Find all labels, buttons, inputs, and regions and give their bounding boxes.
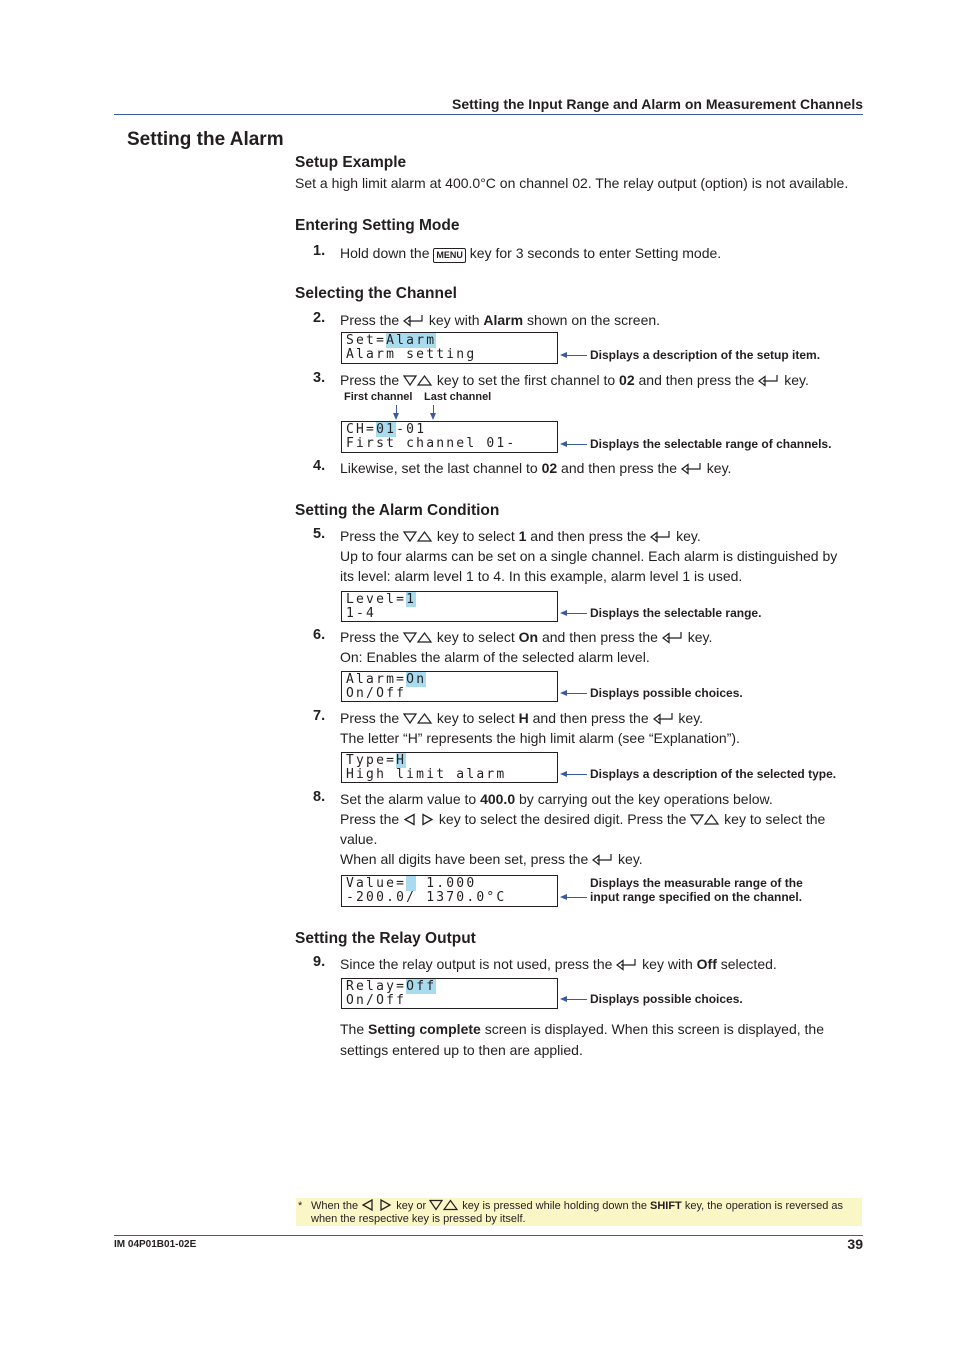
step-1-text: Hold down the MENU key for 3 seconds to enter Setting mode. (340, 245, 722, 261)
menu-key-icon: MENU (433, 248, 466, 263)
left-right-key-icon (403, 813, 435, 826)
down-up-key-icon (403, 631, 433, 644)
step-number: 4. (313, 458, 326, 474)
step-4-text: Likewise, set the last channel to 02 and then press the key. (340, 460, 732, 476)
selecting-channel-heading: Selecting the Channel (295, 285, 457, 302)
entering-setting-mode-heading: Entering Setting Mode (295, 217, 460, 234)
enter-key-icon (662, 631, 684, 644)
enter-key-icon (681, 462, 703, 475)
step-6-text: Press the key to select On and then press the key. On: Enables the alarm of the selected alarm level. (340, 629, 713, 665)
alarm-condition-heading: Setting the Alarm Condition (295, 502, 500, 519)
step-2-text: Press the key with Alarm shown on the screen. (340, 312, 661, 328)
running-header: Setting the Input Range and Alarm on Measurement Channels (452, 96, 863, 112)
step-7-text: Press the key to select H and then press the key. The letter “H” represents the high limit alarm (see “Explanation”). (340, 710, 740, 746)
callout-note: Displays possible choices. (590, 992, 743, 1006)
down-up-key-icon (429, 1199, 459, 1211)
step-number: 9. (313, 954, 326, 970)
lcd-screen: Value= 1.000 -200.0/ 1370.0°C (341, 875, 558, 907)
callout-line (565, 774, 587, 775)
step-number: 3. (313, 370, 326, 386)
lcd-screen: Alarm=On On/Off (341, 671, 558, 702)
lcd-screen: CH=01-01 First channel 01- (341, 421, 558, 453)
step-number: 8. (313, 789, 326, 805)
down-up-key-icon (403, 374, 433, 387)
callout-note: Displays a description of the selected type. (590, 767, 837, 781)
enter-key-icon (616, 958, 638, 971)
header-rule (114, 114, 863, 115)
enter-key-icon (592, 853, 614, 866)
callout-line (565, 613, 587, 614)
last-channel-label: Last channel (424, 391, 492, 403)
footer-rule (114, 1235, 863, 1236)
setup-example-text: Set a high limit alarm at 400.0°C on channel 02. The relay output (option) is not available. (295, 175, 849, 191)
footnote: * When the key or key is pressed while holding down the SHIFT key, the operation is reversed as when the respective key is pressed by itself. (298, 1200, 843, 1225)
section-title: Setting the Alarm (127, 129, 284, 150)
enter-key-icon (653, 712, 675, 725)
step-number: 7. (313, 708, 326, 724)
relay-output-heading: Setting the Relay Output (295, 930, 476, 947)
step-number: 2. (313, 310, 326, 326)
callout-line (565, 444, 587, 445)
callout-note: Displays possible choices. (590, 686, 743, 700)
callout-note: Displays a description of the setup item. (590, 348, 821, 362)
step-3-text: Press the key to set the first channel to 02 and then press the key. (340, 372, 809, 388)
callout-note: Displays the selectable range. (590, 606, 762, 620)
final-paragraph: The Setting complete screen is displayed. When this screen is displayed, the settings entered up to then are applied. (340, 1021, 824, 1058)
down-up-key-icon (403, 530, 433, 543)
down-up-key-icon (690, 813, 720, 826)
callout-line (565, 999, 587, 1000)
enter-key-icon (650, 530, 672, 543)
enter-key-icon (758, 374, 780, 387)
step-number: 1. (313, 243, 326, 259)
step-9-text: Since the relay output is not used, press the key with Off selected. (340, 956, 777, 972)
enter-key-icon (403, 314, 425, 327)
callout-note: Displays the measurable range of the input range specified on the channel. (590, 876, 803, 904)
document-id: IM 04P01B01-02E (114, 1239, 197, 1250)
setup-example-heading: Setup Example (295, 154, 407, 171)
page-number: 39 (847, 1236, 863, 1252)
first-channel-label: First channel (344, 391, 413, 403)
callout-note: Displays the selectable range of channels. (590, 437, 832, 451)
down-up-key-icon (403, 712, 433, 725)
lcd-screen: Set=Alarm Alarm setting (341, 332, 558, 364)
lcd-screen: Level=1 1-4 (341, 591, 558, 622)
step-5-text: Press the key to select 1 and then press the key. Up to four alarms can be set on a single channel. Each alarm is distinguished by its level: alarm level 1 to 4. In this example, alarm level 1 is used. (340, 528, 838, 584)
arrow-down-icon (430, 413, 436, 420)
arrow-down-icon (393, 413, 399, 420)
step-number: 5. (313, 526, 326, 542)
step-8-text: Set the alarm value to 400.0 by carrying out the key operations below. Press the key to select the desired digit. Press the key to select the value. When all digits have been set, press the key. (340, 791, 826, 867)
callout-line (565, 693, 587, 694)
left-right-key-icon (361, 1199, 393, 1211)
lcd-screen: Relay=Off On/Off (341, 978, 558, 1009)
step-number: 6. (313, 627, 326, 643)
callout-line (565, 897, 587, 898)
lcd-screen: Type=H High limit alarm (341, 752, 558, 783)
callout-line (565, 355, 587, 356)
